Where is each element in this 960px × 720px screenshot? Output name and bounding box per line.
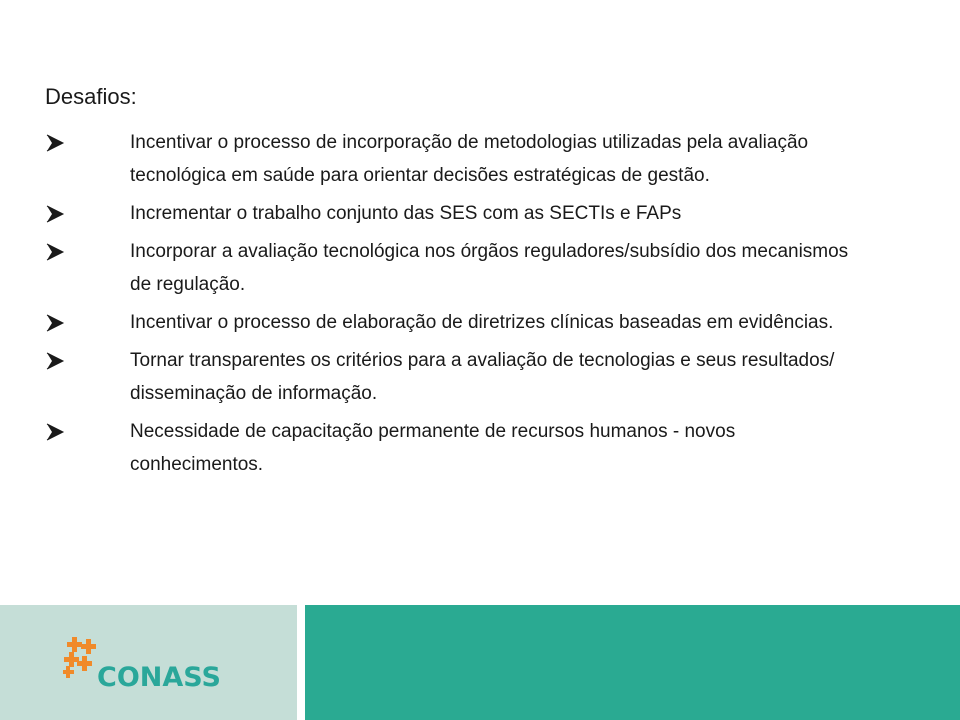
bullet-item <box>45 306 865 339</box>
conass-logo-text: CONASS <box>97 662 221 693</box>
arrow-bullet-icon <box>45 314 65 332</box>
bullet-list <box>45 126 865 486</box>
footer-band-right <box>305 605 960 720</box>
footer-band-left <box>0 605 297 720</box>
bullet-text: Necessidade de capacitação permanente de recursos humanos - novos conhecimentos. <box>130 421 736 475</box>
bullet-item <box>45 235 865 301</box>
arrow-bullet-icon <box>45 134 65 152</box>
bullet-item <box>45 126 865 192</box>
bullet-text: Incentivar o processo de incorporação de metodologias utilizadas pela avaliação tecnológica em saúde para orientar decisões estratégicas de gestão. <box>130 132 809 186</box>
footer-band <box>0 605 960 720</box>
conass-logo <box>63 635 221 695</box>
bullet-text: Tornar transparentes os critérios para a avaliação de tecnologias e seus resultados/ disseminação de informação. <box>130 350 835 404</box>
arrow-bullet-icon <box>45 243 65 261</box>
slide-title: Desafios: <box>45 84 137 109</box>
bullet-item <box>45 197 865 230</box>
arrow-bullet-icon <box>45 423 65 441</box>
bullet-text: Incentivar o processo de elaboração de diretrizes clínicas baseadas em evidências. <box>130 312 834 333</box>
bullet-text: Incrementar o trabalho conjunto das SES com as SECTIs e FAPs <box>130 203 682 224</box>
arrow-bullet-icon <box>45 352 65 370</box>
logo-crosses <box>63 637 96 678</box>
arrow-bullet-icon <box>45 205 65 223</box>
bullet-item <box>45 344 865 410</box>
bullet-item <box>45 415 865 481</box>
bullet-text: Incorporar a avaliação tecnológica nos órgãos reguladores/subsídio dos mecanismos de regulação. <box>130 241 849 295</box>
